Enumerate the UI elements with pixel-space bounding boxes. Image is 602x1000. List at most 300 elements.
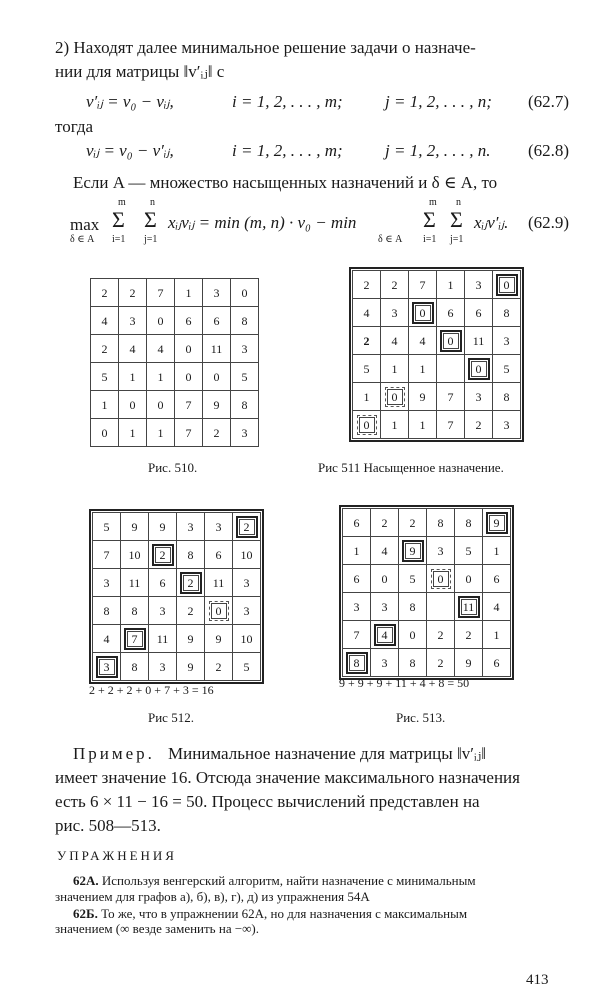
matrix-row <box>343 649 511 677</box>
matrix-cell <box>371 565 399 593</box>
matrix-cell-value: 8 <box>346 652 368 674</box>
matrix-cell <box>149 597 177 625</box>
matrix-cell <box>483 565 511 593</box>
matrix-cell <box>93 513 121 541</box>
matrix-cell-value: 0 <box>412 302 434 324</box>
matrix-cell-value: 5 <box>409 571 416 586</box>
matrix-cell <box>437 411 465 439</box>
fig-513-matrix <box>342 508 511 677</box>
fig-510-caption: Рис. 510. <box>148 460 198 475</box>
matrix-cell-value: 3 <box>503 333 510 348</box>
matrix-cell <box>353 383 381 411</box>
matrix-cell <box>353 411 381 439</box>
eq-62-9-sum4-bot: j=1 <box>450 234 464 245</box>
matrix-cell <box>121 597 149 625</box>
eq-62-9-sum2-bot: j=1 <box>144 234 158 245</box>
matrix-cell <box>455 537 483 565</box>
matrix-cell <box>343 621 371 649</box>
matrix-cell-value: 4 <box>374 624 396 646</box>
eq-62-9-max-sub: δ ∈ A <box>70 234 95 245</box>
matrix-cell-value: 2 <box>465 627 472 642</box>
matrix-cell <box>177 541 205 569</box>
matrix-cell <box>455 565 483 593</box>
matrix-row <box>343 565 511 593</box>
matrix-cell <box>203 363 231 391</box>
matrix-row <box>91 391 259 419</box>
matrix-row <box>91 279 259 307</box>
eq-62-8-number: (62.8) <box>528 141 570 160</box>
matrix-cell <box>93 541 121 569</box>
exercise-62b <box>73 906 467 922</box>
matrix-cell <box>119 391 147 419</box>
matrix-cell <box>409 383 437 411</box>
matrix-cell-value: 1 <box>185 285 192 300</box>
matrix-cell-value: 0 <box>129 397 136 412</box>
matrix-cell <box>493 271 521 299</box>
matrix-cell <box>493 383 521 411</box>
matrix-cell <box>231 419 259 447</box>
matrix-cell-value: 4 <box>157 341 164 356</box>
matrix-cell-value: 11 <box>458 596 480 618</box>
matrix-cell <box>437 327 465 355</box>
matrix-cell-value: 7 <box>103 547 110 562</box>
matrix-cell-value: 0 <box>431 569 451 589</box>
matrix-cell-value: 2 <box>101 341 108 356</box>
matrix-cell <box>437 355 465 383</box>
matrix-cell <box>177 513 205 541</box>
matrix-cell <box>233 597 261 625</box>
matrix-cell <box>381 299 409 327</box>
exercise-62a-line-2: значением для графов а), б), в), г), д) из упражнения 54А <box>55 889 370 904</box>
matrix-cell-value: 6 <box>159 575 166 590</box>
matrix-cell-value: 6 <box>353 515 360 530</box>
matrix-cell <box>353 299 381 327</box>
matrix-cell <box>353 271 381 299</box>
matrix-cell-value: 5 <box>503 361 510 376</box>
matrix-cell-value: 3 <box>159 659 166 674</box>
matrix-cell <box>119 335 147 363</box>
matrix-cell <box>343 509 371 537</box>
matrix-cell <box>427 537 455 565</box>
matrix-cell-value: 9 <box>213 397 220 412</box>
matrix-cell-value: 11 <box>472 333 485 348</box>
matrix-cell <box>175 279 203 307</box>
example-lead: Пример. <box>73 744 155 763</box>
matrix-cell-value: 5 <box>103 519 110 534</box>
eq-62-8-range-j: j = 1, 2, . . . , n. <box>385 141 491 160</box>
matrix-cell-value: 10 <box>240 631 253 646</box>
matrix-cell-value: 1 <box>447 277 454 292</box>
matrix-cell <box>93 653 121 681</box>
exercise-62a <box>73 873 476 889</box>
matrix-cell-value: 3 <box>159 603 166 618</box>
matrix-cell-value: 3 <box>381 655 388 670</box>
matrix-cell <box>231 391 259 419</box>
matrix-cell-value: 1 <box>129 425 136 440</box>
matrix-cell-value: 5 <box>465 543 472 558</box>
matrix-cell-value: 1 <box>157 369 164 384</box>
matrix-cell-value: 0 <box>157 313 164 328</box>
matrix-cell-value: 3 <box>243 603 250 618</box>
eq-62-9-sum1-bot: i=1 <box>112 234 126 245</box>
matrix-cell <box>147 391 175 419</box>
matrix-cell-value: 7 <box>447 389 454 404</box>
matrix-cell-value: 8 <box>503 389 510 404</box>
matrix-row <box>91 335 259 363</box>
example-line-3: есть 6 × 11 − 16 = 50. Процесс вычислений представлен на <box>55 792 480 811</box>
matrix-cell <box>149 569 177 597</box>
eq-62-9-max: max <box>70 215 100 234</box>
matrix-cell-value: 0 <box>241 285 248 300</box>
matrix-cell <box>149 653 177 681</box>
matrix-cell-value: 6 <box>493 655 500 670</box>
matrix-cell-value: 4 <box>419 333 426 348</box>
matrix-cell-value: 7 <box>447 417 454 432</box>
matrix-cell <box>91 391 119 419</box>
matrix-cell-value: 0 <box>381 571 388 586</box>
matrix-row <box>93 597 261 625</box>
matrix-cell <box>493 411 521 439</box>
matrix-row <box>91 363 259 391</box>
matrix-cell <box>233 513 261 541</box>
eq-62-9-number: (62.9) <box>528 213 570 232</box>
matrix-cell <box>93 597 121 625</box>
matrix-cell-value: 0 <box>357 415 377 435</box>
exercises-title: УПРАЖНЕНИЯ <box>57 848 177 863</box>
fig-511-matrix <box>352 270 521 439</box>
matrix-cell-value: 6 <box>447 305 454 320</box>
matrix-cell <box>121 513 149 541</box>
matrix-cell <box>493 355 521 383</box>
matrix-row <box>353 327 521 355</box>
matrix-cell-value: 3 <box>129 313 136 328</box>
matrix-cell <box>147 419 175 447</box>
matrix-cell-value: 3 <box>475 389 482 404</box>
matrix-cell-value: 8 <box>503 305 510 320</box>
matrix-cell-value: 11 <box>212 575 225 590</box>
matrix-cell <box>399 537 427 565</box>
matrix-cell-value: 3 <box>391 305 398 320</box>
matrix-cell <box>177 569 205 597</box>
matrix-cell-value: 3 <box>381 599 388 614</box>
matrix-cell-value: 6 <box>215 547 222 562</box>
matrix-cell <box>343 537 371 565</box>
matrix-cell <box>91 419 119 447</box>
matrix-cell-value: 5 <box>241 369 248 384</box>
matrix-cell-value: 7 <box>185 397 192 412</box>
matrix-row <box>353 299 521 327</box>
matrix-cell-value: 8 <box>465 515 472 530</box>
matrix-cell <box>455 593 483 621</box>
eq-62-7-range-i: i = 1, 2, . . . , m; <box>232 92 343 111</box>
matrix-cell-value: 0 <box>213 369 220 384</box>
matrix-cell-value: 7 <box>157 285 164 300</box>
matrix-cell-value: 2 <box>381 515 388 530</box>
matrix-cell <box>343 593 371 621</box>
matrix-row <box>91 419 259 447</box>
matrix-cell <box>483 621 511 649</box>
matrix-cell-value: 9 <box>131 519 138 534</box>
matrix-cell-value: 2 <box>437 627 444 642</box>
matrix-cell-value: 0 <box>465 571 472 586</box>
matrix-cell <box>381 383 409 411</box>
matrix-cell <box>399 565 427 593</box>
matrix-cell-value: 2 <box>187 603 194 618</box>
matrix-cell-value: 7 <box>419 277 426 292</box>
matrix-cell-value: 6 <box>475 305 482 320</box>
matrix-cell <box>483 593 511 621</box>
matrix-cell <box>175 307 203 335</box>
matrix-cell <box>91 307 119 335</box>
matrix-cell-value: 6 <box>213 313 220 328</box>
eq-62-9-sum3-top: m <box>429 197 437 208</box>
matrix-row <box>353 383 521 411</box>
matrix-cell <box>493 327 521 355</box>
matrix-row <box>93 513 261 541</box>
matrix-cell <box>343 649 371 677</box>
matrix-cell <box>233 569 261 597</box>
matrix-cell-value: 2 <box>236 516 258 538</box>
eq-62-9-term1: xᵢⱼvᵢⱼ = min (m, n) · v₀ − min <box>168 213 357 232</box>
eq-62-7-range-j: j = 1, 2, . . . , n; <box>385 92 492 111</box>
matrix-cell <box>203 307 231 335</box>
matrix-row <box>353 271 521 299</box>
fig-512-sum: 2 + 2 + 2 + 0 + 7 + 3 = 16 <box>89 683 214 697</box>
matrix-cell-value: 5 <box>243 659 250 674</box>
matrix-cell <box>427 593 455 621</box>
page-number: 413 <box>526 972 549 988</box>
eq-62-7-number: (62.7) <box>528 92 570 111</box>
matrix-cell-value: 0 <box>185 341 192 356</box>
matrix-cell-value: 9 <box>187 631 194 646</box>
matrix-row <box>93 625 261 653</box>
matrix-cell <box>455 621 483 649</box>
matrix-cell-value: 9 <box>465 655 472 670</box>
matrix-cell <box>121 653 149 681</box>
matrix-cell <box>399 593 427 621</box>
matrix-cell <box>93 625 121 653</box>
matrix-row <box>91 307 259 335</box>
matrix-cell <box>427 509 455 537</box>
matrix-cell-value: 4 <box>391 333 398 348</box>
eq-62-9-sum2-top: n <box>150 197 155 208</box>
matrix-cell-value: 2 <box>409 515 416 530</box>
matrix-cell-value: 2 <box>101 285 108 300</box>
matrix-cell <box>231 307 259 335</box>
exercise-62b-line-1: То же, что в упражнении 62А, но для назначения с максимальным <box>101 906 468 921</box>
exercise-62a-number: 62А. <box>73 873 99 888</box>
matrix-cell <box>381 355 409 383</box>
matrix-cell-value: 3 <box>241 425 248 440</box>
matrix-cell <box>205 625 233 653</box>
matrix-cell <box>233 653 261 681</box>
matrix-cell <box>483 537 511 565</box>
matrix-cell-value: 1 <box>101 397 108 412</box>
matrix-cell <box>205 597 233 625</box>
matrix-cell-value: 8 <box>409 599 416 614</box>
matrix-cell <box>175 335 203 363</box>
if-line: Если A — множество насыщенных назначений и δ ∈ A, то <box>73 173 498 192</box>
eq-62-9-sum4-top: n <box>456 197 461 208</box>
matrix-cell <box>231 363 259 391</box>
example-line-2: имеет значение 16. Отсюда значение максимального назначения <box>55 768 520 787</box>
matrix-cell-value: 1 <box>391 361 398 376</box>
matrix-cell <box>91 335 119 363</box>
matrix-cell-value: 8 <box>131 603 138 618</box>
matrix-cell <box>427 621 455 649</box>
eq-62-9-term2: xᵢⱼv′ᵢⱼ. <box>474 213 509 232</box>
matrix-cell-value: 6 <box>353 571 360 586</box>
matrix-cell-value: 11 <box>210 341 223 356</box>
matrix-cell <box>175 363 203 391</box>
matrix-cell-value: 4 <box>129 341 136 356</box>
matrix-cell-value: 8 <box>241 397 248 412</box>
matrix-cell <box>203 419 231 447</box>
matrix-cell <box>399 649 427 677</box>
matrix-cell-value: 1 <box>157 425 164 440</box>
matrix-cell <box>483 509 511 537</box>
matrix-cell-value: 7 <box>124 628 146 650</box>
matrix-cell-value: 9 <box>486 512 508 534</box>
eq-62-9-sum3-bot: i=1 <box>423 234 437 245</box>
togda-word: тогда <box>55 117 94 136</box>
matrix-cell <box>121 625 149 653</box>
matrix-cell <box>147 335 175 363</box>
matrix-cell <box>231 335 259 363</box>
matrix-cell-value: 7 <box>353 627 360 642</box>
matrix-cell-value: 3 <box>187 519 194 534</box>
matrix-cell-value: 3 <box>103 575 110 590</box>
matrix-cell <box>149 513 177 541</box>
exercise-62b-number: 62Б. <box>73 906 98 921</box>
matrix-cell <box>231 279 259 307</box>
matrix-cell <box>437 271 465 299</box>
fig-513-sum: 9 + 9 + 9 + 11 + 4 + 8 = 50 <box>339 676 470 690</box>
matrix-cell <box>203 335 231 363</box>
matrix-cell <box>149 625 177 653</box>
matrix-row <box>343 621 511 649</box>
matrix-cell-value: 6 <box>185 313 192 328</box>
matrix-cell <box>91 363 119 391</box>
matrix-cell <box>233 541 261 569</box>
matrix-cell-value: 9 <box>187 659 194 674</box>
matrix-cell-value: 9 <box>419 389 426 404</box>
matrix-cell-value: 0 <box>496 274 518 296</box>
matrix-cell <box>91 279 119 307</box>
matrix-cell-value: 0 <box>157 397 164 412</box>
matrix-cell <box>437 383 465 411</box>
matrix-cell-value: 11 <box>128 575 141 590</box>
matrix-cell <box>399 509 427 537</box>
matrix-cell-value: 1 <box>493 627 500 642</box>
eq-62-9-sum1-top: m <box>118 197 126 208</box>
matrix-cell <box>437 299 465 327</box>
matrix-cell <box>203 279 231 307</box>
matrix-cell-value: 2 <box>213 425 220 440</box>
eq-62-9-min-sub: δ ∈ A <box>378 234 403 245</box>
matrix-cell <box>409 327 437 355</box>
matrix-cell <box>175 391 203 419</box>
example-line-4: рис. 508—513. <box>55 816 161 835</box>
matrix-cell <box>371 509 399 537</box>
exercise-62a-line-1: Используя венгерский алгоритм, найти назначение с минимальным <box>101 873 476 888</box>
matrix-row <box>343 509 511 537</box>
matrix-cell-value: 3 <box>215 519 222 534</box>
matrix-cell <box>353 327 381 355</box>
matrix-cell-value: 10 <box>240 547 253 562</box>
matrix-cell-value: 7 <box>185 425 192 440</box>
matrix-row <box>93 653 261 681</box>
matrix-cell-value: 8 <box>131 659 138 674</box>
matrix-cell <box>177 625 205 653</box>
matrix-cell-value: 5 <box>101 369 108 384</box>
eq-62-8-range-i: i = 1, 2, . . . , m; <box>232 141 343 160</box>
matrix-cell-value: 5 <box>363 361 370 376</box>
matrix-cell-value: 3 <box>243 575 250 590</box>
sum-sign-3: Σ <box>423 207 436 232</box>
matrix-cell-value: 2 <box>363 333 370 348</box>
matrix-row <box>93 541 261 569</box>
matrix-cell-value: 2 <box>129 285 136 300</box>
fig-511-caption: Рис 511 Насыщенное назначение. <box>318 460 504 475</box>
matrix-cell <box>353 355 381 383</box>
matrix-cell <box>427 649 455 677</box>
fig-513-caption: Рис. 513. <box>396 710 446 725</box>
matrix-cell <box>455 649 483 677</box>
matrix-cell <box>205 541 233 569</box>
matrix-cell <box>381 271 409 299</box>
matrix-cell-value: 8 <box>409 655 416 670</box>
matrix-cell-value: 1 <box>493 543 500 558</box>
matrix-cell-value: 8 <box>437 515 444 530</box>
matrix-cell <box>409 271 437 299</box>
matrix-cell <box>177 653 205 681</box>
matrix-cell <box>465 299 493 327</box>
matrix-cell <box>147 363 175 391</box>
matrix-cell-value: 0 <box>409 627 416 642</box>
matrix-cell <box>203 391 231 419</box>
matrix-cell <box>121 569 149 597</box>
matrix-cell <box>119 363 147 391</box>
matrix-cell <box>121 541 149 569</box>
matrix-cell-value: 2 <box>215 659 222 674</box>
matrix-row <box>343 537 511 565</box>
matrix-row <box>353 355 521 383</box>
matrix-cell-value: 3 <box>437 543 444 558</box>
matrix-cell-value: 1 <box>129 369 136 384</box>
matrix-cell <box>175 419 203 447</box>
matrix-cell-value: 1 <box>419 361 426 376</box>
matrix-cell-value: 3 <box>503 417 510 432</box>
matrix-cell-value: 1 <box>353 543 360 558</box>
matrix-cell-value: 0 <box>385 387 405 407</box>
matrix-cell <box>427 565 455 593</box>
matrix-cell-value: 0 <box>209 601 229 621</box>
matrix-cell <box>149 541 177 569</box>
matrix-cell <box>93 569 121 597</box>
matrix-cell-value: 4 <box>103 631 110 646</box>
eq-62-8-lhs: vᵢⱼ = v₀ − v′ᵢⱼ, <box>86 141 174 160</box>
intro-line-1: 2) Находят далее минимальное решение задачи о назначе- <box>55 38 476 57</box>
matrix-cell <box>205 569 233 597</box>
matrix-cell-value: 2 <box>152 544 174 566</box>
fig-512-matrix <box>92 512 261 681</box>
matrix-cell <box>455 509 483 537</box>
matrix-cell-value: 11 <box>156 631 169 646</box>
sum-sign-2: Σ <box>144 207 157 232</box>
matrix-cell <box>371 621 399 649</box>
matrix-cell <box>409 411 437 439</box>
